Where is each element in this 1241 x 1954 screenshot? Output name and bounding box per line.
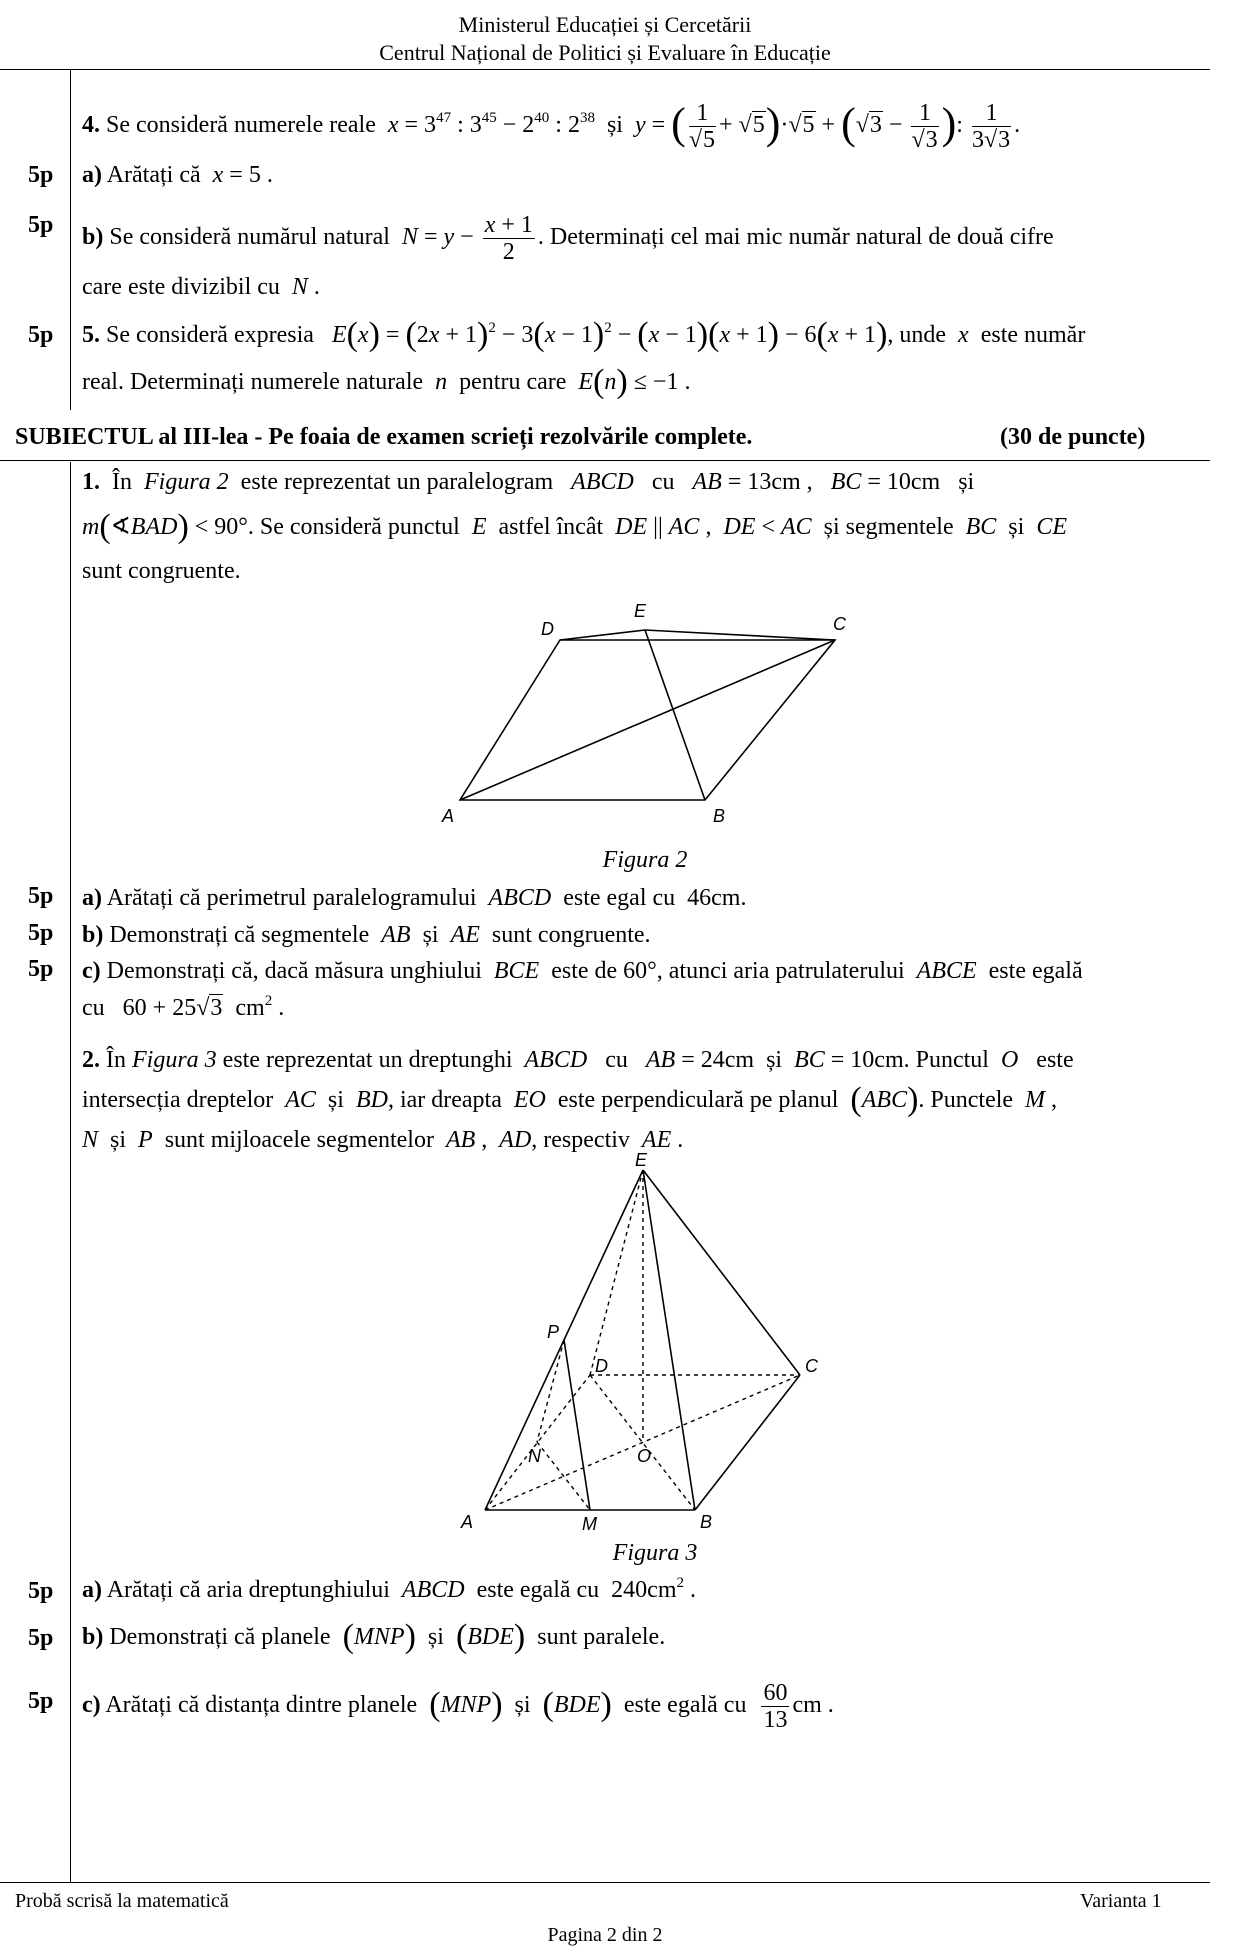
fig3-label-b: B xyxy=(700,1512,713,1530)
ex4-a: a) Arătați că x = 5 . xyxy=(82,162,273,188)
ex5-cont: real. Determinați numerele naturale n pentru care E(n) ≤ −1 . xyxy=(82,363,691,400)
fig3-edge-ce xyxy=(643,1170,800,1375)
fig3-segment-nm xyxy=(537,1442,590,1510)
fig3-label-c: C xyxy=(805,1356,818,1376)
p2-c: c) Arătați că distanța dintre planele (MNP) și (BDE) este egală cu $\frac{60}{13}$ cm . xyxy=(82,1680,834,1733)
fig3-label-d: D xyxy=(595,1356,608,1376)
p1-line3: sunt congruente. xyxy=(82,558,241,584)
points-4a: 5p xyxy=(28,162,54,188)
page-number: Pagina 2 din 2 xyxy=(547,1924,663,1946)
fig2-label-a: A xyxy=(442,806,455,825)
points-2c: 5p xyxy=(28,1688,54,1714)
fig3-label-p: P xyxy=(547,1322,560,1342)
section3-rule xyxy=(0,460,1210,461)
fig3-label-e: E xyxy=(635,1150,648,1170)
ex4-b-cont: care este divizibil cu N . xyxy=(82,274,320,300)
margin-line-bottom xyxy=(70,462,71,1882)
figure3-pyramid xyxy=(455,1150,845,1530)
fig2-segment-eb xyxy=(645,630,705,800)
footer-rule xyxy=(0,1882,1210,1883)
ex4-statement: 4. Se consideră numerele reale $x = 3^{47}$ : $3^{45} - 2^{40}$ : $2^{38}$ și y = ( $\frac{1}{√5}$ + √5)·√5 + (√3 − $\frac{1}{√3}$ ): $\frac{1}{3√3}$ . xyxy=(82,99,1021,153)
fig2-label-b: B xyxy=(713,806,726,825)
fig2-diagonal-ac xyxy=(460,640,835,800)
figure2-parallelogram xyxy=(430,595,850,825)
p1-b: b) Demonstrați că segmentele AB și AE sunt congruente. xyxy=(82,922,651,948)
header-rule xyxy=(0,69,1210,70)
section3-title: SUBIECTUL al III-lea - Pe foaia de examen scrieți rezolvările complete. xyxy=(15,424,753,450)
p1-a: a) Arătați că perimetrul paralelogramului ABCD este egal cu 46cm. xyxy=(82,885,747,911)
fig2-segment-de xyxy=(560,630,645,640)
p1-c-cont: cu 60 + 25√3 $cm^2$ . xyxy=(82,993,285,1021)
footer-left: Probă scrisă la matematică xyxy=(15,1890,229,1912)
points-1c: 5p xyxy=(28,956,54,982)
footer-right: Varianta 1 xyxy=(1080,1890,1162,1912)
fig2-label-c: C xyxy=(833,614,846,634)
ex5-statement: 5. Se consideră expresia $E(x) = (2x + 1)^2 - 3(x - 1)^2 - (x - 1)(x + 1) - 6(x + 1)$, unde x este număr xyxy=(82,316,1086,353)
fig3-segment-pm xyxy=(564,1340,590,1510)
p1-line1: 1. În Figura 2 este reprezentat un paralelogram ABCD cu AB = 13cm , BC = 10cm și xyxy=(82,469,975,495)
section3-points: (30 de puncte) xyxy=(1000,424,1146,450)
points-1a: 5p xyxy=(28,883,54,909)
fig3-label-n: N xyxy=(528,1446,541,1466)
points-5: 5p xyxy=(28,322,54,348)
points-2b: 5p xyxy=(28,1625,54,1651)
p2-line2: intersecția dreptelor AC și BD, iar dreapta EO este perpendiculară pe planul (ABC). Punctele M , xyxy=(82,1081,1058,1118)
fig3-edge-bc xyxy=(695,1375,800,1510)
figure2-caption: Figura 2 xyxy=(602,847,688,873)
p2-b: b) Demonstrați că planele (MNP) și (BDE) sunt paralele. xyxy=(82,1618,666,1655)
points-4b: 5p xyxy=(28,212,54,238)
margin-line-top xyxy=(70,70,71,410)
fig2-segment-ec xyxy=(645,630,835,640)
points-2a: 5p xyxy=(28,1578,54,1604)
fig3-edge-de xyxy=(590,1170,643,1375)
p1-line2: m(∢BAD) < 90°. Se consideră punctul E astfel încât DE || AC , DE < AC și segmentele BC și CE xyxy=(82,508,1067,545)
ministry-name: Ministerul Educației și Cercetării xyxy=(458,12,752,37)
points-1b: 5p xyxy=(28,920,54,946)
fig3-label-o: O xyxy=(637,1446,652,1466)
center-name: Centrul Național de Politici și Evaluare în Educație xyxy=(379,40,831,65)
fig2-label-d: D xyxy=(541,619,554,639)
fig3-label-a: A xyxy=(461,1512,474,1530)
fig2-label-e: E xyxy=(634,601,647,621)
p1-c: c) Demonstrați că, dacă măsura unghiului BCE este de 60°, atunci aria patrulaterului ABCE este egală xyxy=(82,958,1083,984)
figure3-caption: Figura 3 xyxy=(612,1540,698,1566)
ex4-b: b) Se consideră numărul natural N = y − $\frac{x + 1}{2}$ . Determinați cel mai mic număr natural de două cifre xyxy=(82,212,1054,265)
fig3-label-m: M xyxy=(582,1514,597,1530)
p2-line1: 2. În Figura 3 este reprezentat un dreptunghi ABCD cu AB = 24cm și BC = 10cm. Punctul O este xyxy=(82,1047,1074,1073)
p2-a: a) Arătați că aria dreptunghiului ABCD este egală cu $240cm^2$ . xyxy=(82,1575,696,1603)
p2-line3: N și P sunt mijloacele segmentelor AB , AD, respectiv AE . xyxy=(82,1127,684,1153)
